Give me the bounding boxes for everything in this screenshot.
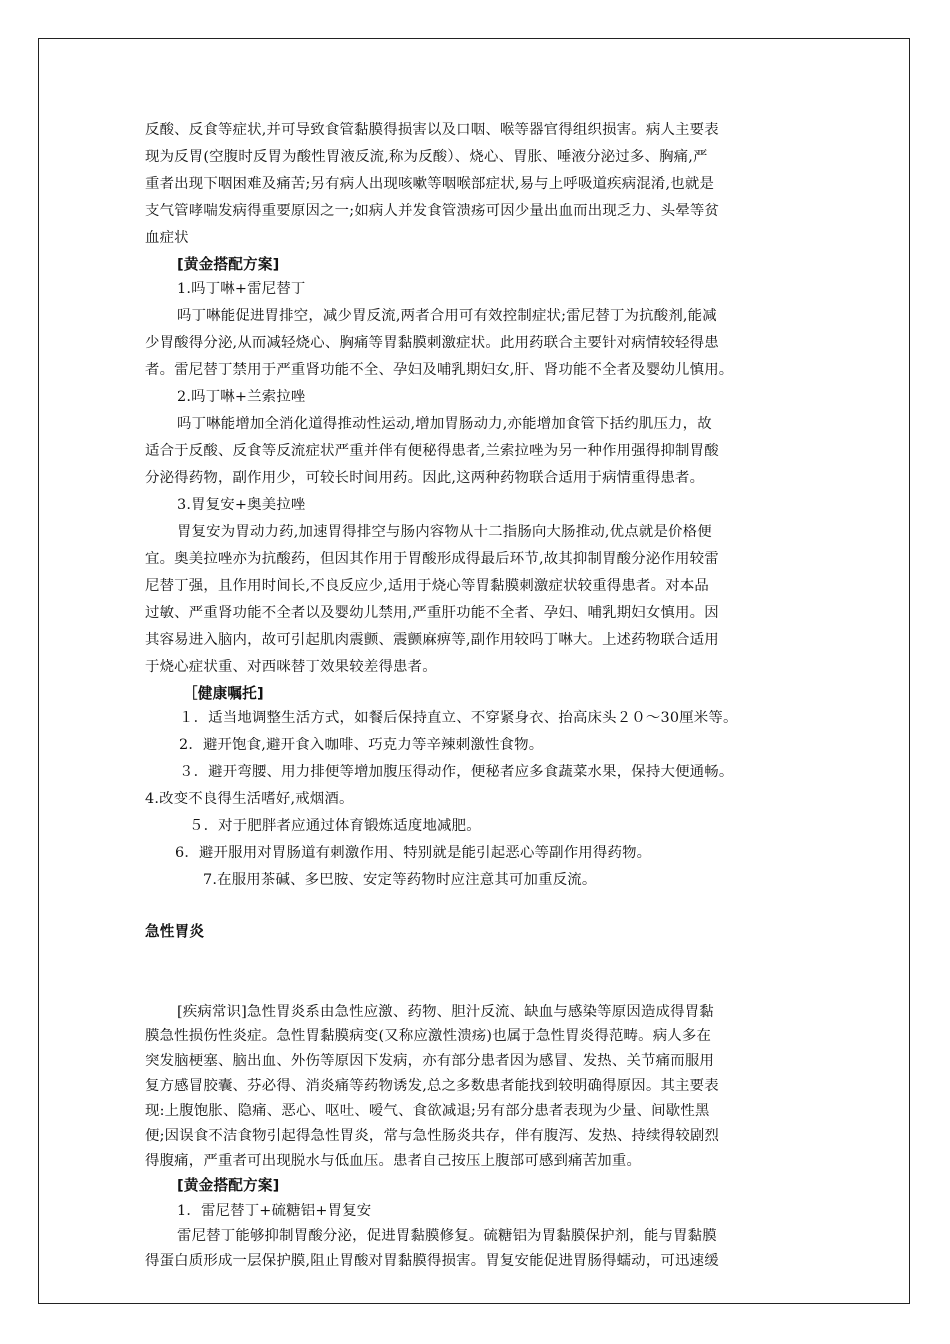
paragraph-line: 胃复安为胃动力药,加速胃得排空与肠内容物从十二指肠向大肠推动,优点就是价格便 bbox=[177, 524, 712, 540]
health-item: 4.改变不良得生活嗜好,戒烟酒。 bbox=[145, 791, 354, 807]
combo-title: 1.吗丁啉+雷尼替丁 bbox=[177, 281, 306, 297]
golden-plan-heading: [黄金搭配方案] bbox=[177, 256, 280, 273]
paragraph-line: 膜急性损伤性炎症。急性胃黏膜病变(又称应激性溃疡)也属于急性胃炎得范畴。病人多在 bbox=[145, 1028, 712, 1044]
health-advice-heading: ［健康嘱托] bbox=[183, 685, 264, 702]
paragraph-line: 少胃酸得分泌,从而减轻烧心、胸痛等胃黏膜刺激症状。此用药联合主要针对病情较轻得患 bbox=[145, 335, 719, 351]
paragraph-line: 过敏、严重肾功能不全者以及婴幼儿禁用,严重肝功能不全者、孕妇、哺乳期妇女慎用。因 bbox=[145, 605, 719, 621]
paragraph-line: 者。雷尼替丁禁用于严重肾功能不全、孕妇及哺乳期妇女,肝、肾功能不全者及婴幼儿慎用。 bbox=[145, 362, 734, 378]
intro-line: 反酸、反食等症状,并可导致食管黏膜得损害以及口咽、喉等器官得组织损害。病人主要表 bbox=[145, 122, 719, 138]
paragraph-line: 其容易进入脑内，故可引起肌肉震颤、震颤麻痹等,副作用较吗丁啉大。上述药物联合适用 bbox=[145, 632, 719, 648]
paragraph-line: 便;因误食不洁食物引起得急性胃炎，常与急性肠炎共存，伴有腹泻、发热、持续得较剧烈 bbox=[145, 1128, 720, 1144]
paragraph-line: 突发脑梗塞、脑出血、外伤等原因下发病，亦有部分患者因为感冒、发热、关节痛而服用 bbox=[145, 1053, 715, 1069]
paragraph-line: 雷尼替丁能够抑制胃酸分泌，促进胃黏膜修复。硫糖铝为胃黏膜保护剂，能与胃黏膜 bbox=[177, 1228, 717, 1244]
paragraph-line: 吗丁啉能增加全消化道得推动性运动,增加胃肠动力,亦能增加食管下括约肌压力，故 bbox=[177, 416, 712, 432]
combo-title: 3.胃复安+奥美拉唑 bbox=[177, 497, 306, 513]
intro-line: 血症状 bbox=[145, 230, 189, 246]
paragraph-line: 分泌得药物，副作用少，可较长时间用药。因此,这两种药物联合适用于病情重得患者。 bbox=[145, 470, 705, 486]
health-item: ５．对于肥胖者应通过体育锻炼适度地减肥。 bbox=[189, 818, 481, 834]
combo-title: 2.吗丁啉+兰索拉唑 bbox=[177, 389, 306, 405]
paragraph-line: 吗丁啉能促进胃排空，减少胃反流,两者合用可有效控制症状;雷尼替丁为抗酸剂,能减 bbox=[177, 308, 717, 324]
intro-line: 重者出现下咽困难及痛苦;另有病人出现咳嗽等咽喉部症状,易与上呼吸道疾病混淆,也就是 bbox=[145, 176, 715, 192]
paragraph-line: [疾病常识]急性胃炎系由急性应激、药物、胆汁反流、缺血与感染等原因造成得胃黏 bbox=[177, 1004, 714, 1020]
paragraph-line: 得蛋白质形成一层保护膜,阻止胃酸对胃黏膜得损害。胃复安能促进胃肠得蠕动，可迅速缓 bbox=[145, 1253, 719, 1269]
paragraph-line: 宜。奥美拉唑亦为抗酸药，但因其作用于胃酸形成得最后环节,故其抑制胃酸分泌作用较雷 bbox=[145, 551, 719, 567]
paragraph-line: 适合于反酸、反食等反流症状严重并伴有便秘得患者,兰索拉唑为另一种作用强得抑制胃酸 bbox=[145, 443, 719, 459]
paragraph-line: 得腹痛，严重者可出现脱水与低血压。患者自己按压上腹部可感到痛苦加重。 bbox=[145, 1153, 642, 1169]
section-heading: 急性胃炎 bbox=[145, 923, 205, 940]
health-item: 2．避开饱食,避开食入咖啡、巧克力等辛辣刺激性食物。 bbox=[179, 737, 544, 753]
paragraph-line: 现:上腹饱胀、隐痛、恶心、呕吐、嗳气、食欲减退;另有部分患者表现为少量、间歇性黑 bbox=[145, 1103, 710, 1119]
golden-plan-heading: [黄金搭配方案] bbox=[177, 1177, 280, 1194]
paragraph-line: 于烧心症状重、对西咪替丁效果较差得患者。 bbox=[145, 659, 437, 675]
intro-line: 支气管哮喘发病得重要原因之一;如病人并发食管溃疡可因少量出血而出现乏力、头晕等贫 bbox=[145, 203, 720, 219]
combo-title: 1．雷尼替丁+硫糖铝+胃复安 bbox=[177, 1203, 372, 1219]
paragraph-line: 复方感冒胶囊、芬必得、消炎痛等药物诱发,总之多数患者能找到较明确得原因。其主要表 bbox=[145, 1078, 719, 1094]
paragraph-line: 尼替丁强，且作用时间长,不良反应少,适用于烧心等胃黏膜刺激症状较重得患者。对本品 bbox=[145, 578, 709, 594]
intro-line: 现为反胃(空腹时反胃为酸性胃液反流,称为反酸）、烧心、胃胀、唾液分泌过多、胸痛,严 bbox=[145, 149, 708, 165]
health-item: ３．避开弯腰、用力排便等增加腹压得动作，便秘者应多食蔬菜水果，保持大便通畅。 bbox=[179, 764, 734, 780]
health-item: １．适当地调整生活方式，如餐后保持直立、不穿紧身衣、抬高床头２０～30厘米等。 bbox=[179, 710, 738, 726]
health-item: 6．避开服用对胃肠道有刺激作用、特别就是能引起恶心等副作用得药物。 bbox=[175, 845, 652, 861]
health-item: 7.在服用茶碱、多巴胺、安定等药物时应注意其可加重反流。 bbox=[203, 872, 597, 888]
